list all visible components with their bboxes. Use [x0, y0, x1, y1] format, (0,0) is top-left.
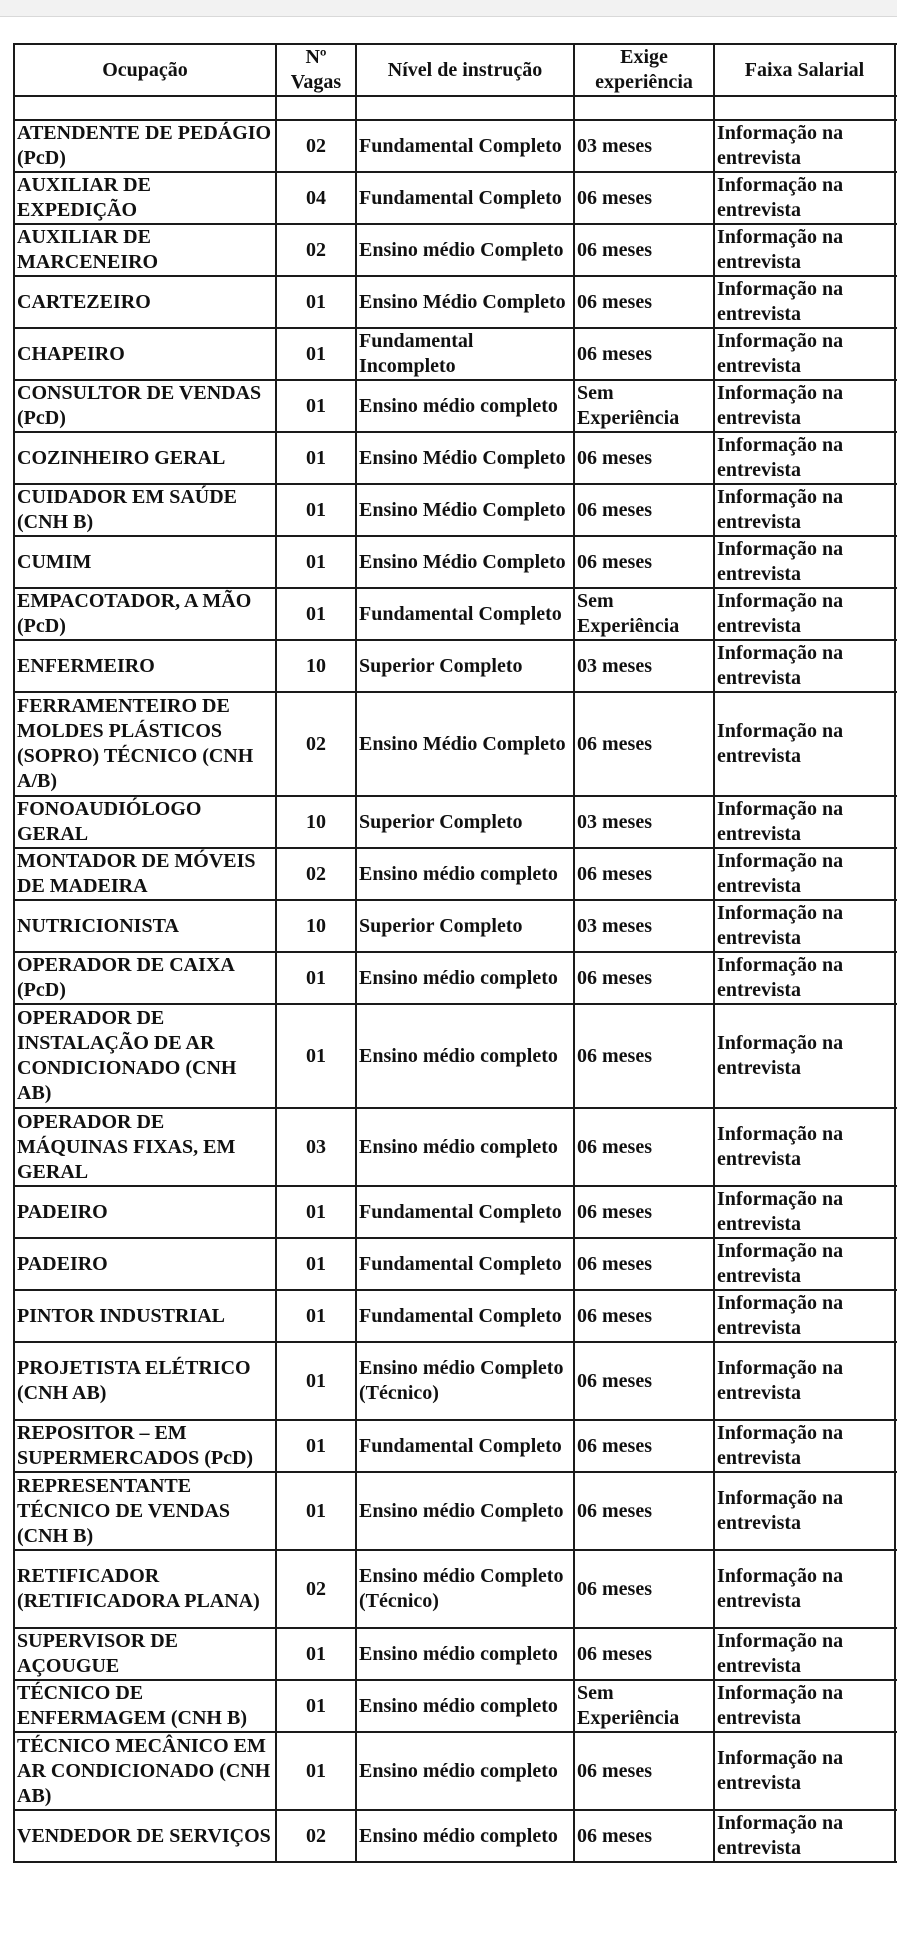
cell-nivel: Superior Completo [356, 640, 574, 692]
table-row [14, 640, 897, 692]
table-row [14, 900, 897, 952]
cell-experiencia: 06 meses [574, 848, 714, 900]
table-row [14, 484, 897, 536]
table-row [14, 952, 897, 1004]
cell-faixa: Informação na entrevista [714, 952, 895, 1004]
cell-faixa: Informação na entrevista [714, 224, 895, 276]
cell-experiencia: 06 meses [574, 1550, 714, 1628]
cell-nivel: Fundamental Completo [356, 1186, 574, 1238]
cell-vagas: 01 [276, 1732, 356, 1810]
cell-vagas: 03 [276, 1108, 356, 1186]
cell-faixa: Informação na entrevista [714, 172, 895, 224]
cell-faixa: Informação na entrevista [714, 1732, 895, 1810]
cell-ocupacao: REPOSITOR – EM SUPERMERCADOS (PcD) [14, 1420, 276, 1472]
cell-nivel: Fundamental Completo [356, 1238, 574, 1290]
cell-ocupacao: AUXILIAR DE EXPEDIÇÃO [14, 172, 276, 224]
cell-faixa: Informação na entrevista [714, 900, 895, 952]
cell-ocupacao: CUIDADOR EM SAÚDE (CNH B) [14, 484, 276, 536]
cell-vagas: 02 [276, 224, 356, 276]
cell-ocupacao: OPERADOR DE INSTALAÇÃO DE AR CONDICIONADO (CNH AB) [14, 1004, 276, 1108]
cell-nivel: Ensino médio completo [356, 1004, 574, 1108]
job-vacancies-table [13, 43, 897, 1863]
cell-nivel: Fundamental Incompleto [356, 328, 574, 380]
cell-vagas: 10 [276, 640, 356, 692]
cell-nivel: Fundamental Completo [356, 1420, 574, 1472]
header-nivel: Nível de instrução [356, 44, 574, 96]
cell-vagas: 10 [276, 796, 356, 848]
table-row [14, 1238, 897, 1290]
cell-vagas: 01 [276, 1628, 356, 1680]
cell-experiencia: 06 meses [574, 224, 714, 276]
cell-vagas: 01 [276, 380, 356, 432]
header-experiencia: Exige experiência [574, 44, 714, 96]
cell-ocupacao: SUPERVISOR DE AÇOUGUE [14, 1628, 276, 1680]
cell-nivel: Ensino médio completo [356, 1680, 574, 1732]
cell-experiencia: 03 meses [574, 640, 714, 692]
cell-vagas: 01 [276, 1238, 356, 1290]
cell-ocupacao: OPERADOR DE CAIXA (PcD) [14, 952, 276, 1004]
cell-vagas: 01 [276, 328, 356, 380]
cell-nivel: Fundamental Completo [356, 172, 574, 224]
cell-experiencia: 06 meses [574, 1290, 714, 1342]
cell-vagas: 10 [276, 900, 356, 952]
cell-faixa: Informação na entrevista [714, 484, 895, 536]
cell-experiencia: 03 meses [574, 120, 714, 172]
cell-faixa: Informação na entrevista [714, 1472, 895, 1550]
table-row [14, 1810, 897, 1862]
cell-ocupacao: TÉCNICO DE ENFERMAGEM (CNH B) [14, 1680, 276, 1732]
cell-faixa: Informação na entrevista [714, 432, 895, 484]
table-row [14, 1004, 897, 1108]
spacer-cell [714, 96, 895, 120]
cell-vagas: 01 [276, 1186, 356, 1238]
cell-ocupacao: PROJETISTA ELÉTRICO (CNH AB) [14, 1342, 276, 1420]
cell-ocupacao: FERRAMENTEIRO DE MOLDES PLÁSTICOS (SOPRO) TÉCNICO (CNH A/B) [14, 692, 276, 796]
cell-vagas: 01 [276, 1342, 356, 1420]
cell-nivel: Ensino Médio Completo [356, 692, 574, 796]
table-row [14, 1732, 897, 1810]
cell-vagas: 02 [276, 692, 356, 796]
cell-faixa: Informação na entrevista [714, 1342, 895, 1420]
cell-faixa: Informação na entrevista [714, 1628, 895, 1680]
cell-nivel: Ensino médio completo [356, 848, 574, 900]
table-row [14, 380, 897, 432]
cell-vagas: 02 [276, 120, 356, 172]
cell-nivel: Fundamental Completo [356, 1290, 574, 1342]
cell-faixa: Informação na entrevista [714, 692, 895, 796]
cell-vagas: 01 [276, 1472, 356, 1550]
cell-vagas: 02 [276, 1810, 356, 1862]
table-row [14, 796, 897, 848]
table-row [14, 1628, 897, 1680]
spacer-row [14, 96, 897, 120]
cell-vagas: 01 [276, 1290, 356, 1342]
table-row [14, 848, 897, 900]
cell-ocupacao: EMPACOTADOR, A MÃO (PcD) [14, 588, 276, 640]
cell-nivel: Ensino médio completo [356, 1108, 574, 1186]
cell-ocupacao: REPRESENTANTE TÉCNICO DE VENDAS (CNH B) [14, 1472, 276, 1550]
table-row [14, 1186, 897, 1238]
cell-ocupacao: TÉCNICO MECÂNICO EM AR CONDICIONADO (CNH AB) [14, 1732, 276, 1810]
cell-ocupacao: FONOAUDIÓLOGO GERAL [14, 796, 276, 848]
cell-nivel: Ensino médio completo [356, 380, 574, 432]
cell-ocupacao: CONSULTOR DE VENDAS (PcD) [14, 380, 276, 432]
table-row [14, 536, 897, 588]
cell-ocupacao: VENDEDOR DE SERVIÇOS [14, 1810, 276, 1862]
cell-experiencia: 06 meses [574, 1342, 714, 1420]
cell-ocupacao: CHAPEIRO [14, 328, 276, 380]
cell-experiencia: 06 meses [574, 1628, 714, 1680]
cell-ocupacao: AUXILIAR DE MARCENEIRO [14, 224, 276, 276]
cell-vagas: 01 [276, 1420, 356, 1472]
cell-experiencia: Sem Experiência [574, 588, 714, 640]
cell-nivel: Superior Completo [356, 900, 574, 952]
cell-faixa: Informação na entrevista [714, 1290, 895, 1342]
cell-vagas: 01 [276, 1004, 356, 1108]
cell-faixa: Informação na entrevista [714, 1186, 895, 1238]
cell-vagas: 01 [276, 1680, 356, 1732]
table-row [14, 1290, 897, 1342]
cell-experiencia: 06 meses [574, 172, 714, 224]
cell-experiencia: 06 meses [574, 1108, 714, 1186]
cell-faixa: Informação na entrevista [714, 1004, 895, 1108]
cell-faixa: Informação na entrevista [714, 1550, 895, 1628]
cell-vagas: 01 [276, 276, 356, 328]
table-row [14, 692, 897, 796]
cell-experiencia: 03 meses [574, 796, 714, 848]
cell-faixa: Informação na entrevista [714, 848, 895, 900]
cell-faixa: Informação na entrevista [714, 1810, 895, 1862]
cell-nivel: Ensino médio Completo [356, 1472, 574, 1550]
cell-experiencia: 06 meses [574, 692, 714, 796]
cell-vagas: 01 [276, 432, 356, 484]
cell-experiencia: 06 meses [574, 952, 714, 1004]
cell-ocupacao: NUTRICIONISTA [14, 900, 276, 952]
cell-faixa: Informação na entrevista [714, 1108, 895, 1186]
cell-experiencia: Sem Experiência [574, 380, 714, 432]
cell-experiencia: 06 meses [574, 1238, 714, 1290]
cell-vagas: 01 [276, 952, 356, 1004]
cell-faixa: Informação na entrevista [714, 588, 895, 640]
cell-faixa: Informação na entrevista [714, 796, 895, 848]
table-row [14, 1342, 897, 1420]
cell-nivel: Fundamental Completo [356, 588, 574, 640]
table-row [14, 1550, 897, 1628]
table-row [14, 120, 897, 172]
cell-nivel: Ensino médio completo [356, 1628, 574, 1680]
cell-nivel: Ensino Médio Completo [356, 484, 574, 536]
cell-nivel: Ensino Médio Completo [356, 536, 574, 588]
cell-experiencia: 06 meses [574, 1472, 714, 1550]
table-row [14, 172, 897, 224]
table-row [14, 276, 897, 328]
header-faixa: Faixa Salarial [714, 44, 895, 96]
cell-vagas: 04 [276, 172, 356, 224]
cell-ocupacao: CARTEZEIRO [14, 276, 276, 328]
header-row [14, 44, 897, 96]
cell-vagas: 01 [276, 484, 356, 536]
cell-vagas: 01 [276, 588, 356, 640]
cell-experiencia: 06 meses [574, 1732, 714, 1810]
cell-nivel: Ensino médio completo [356, 1810, 574, 1862]
cell-experiencia: 06 meses [574, 276, 714, 328]
header-ocupacao: Ocupação [14, 44, 276, 96]
cell-ocupacao: OPERADOR DE MÁQUINAS FIXAS, EM GERAL [14, 1108, 276, 1186]
cell-faixa: Informação na entrevista [714, 640, 895, 692]
table-row [14, 588, 897, 640]
cell-nivel: Fundamental Completo [356, 120, 574, 172]
cell-ocupacao: CUMIM [14, 536, 276, 588]
spacer-cell [574, 96, 714, 120]
cell-vagas: 02 [276, 848, 356, 900]
cell-experiencia: 03 meses [574, 900, 714, 952]
cell-experiencia: 06 meses [574, 1186, 714, 1238]
cell-nivel: Ensino Médio Completo [356, 276, 574, 328]
cell-nivel: Superior Completo [356, 796, 574, 848]
table-row [14, 328, 897, 380]
cell-faixa: Informação na entrevista [714, 120, 895, 172]
cell-nivel: Ensino Médio Completo [356, 432, 574, 484]
cell-experiencia: Sem Experiência [574, 1680, 714, 1732]
top-strip [0, 0, 897, 17]
cell-experiencia: 06 meses [574, 432, 714, 484]
cell-ocupacao: MONTADOR DE MÓVEIS DE MADEIRA [14, 848, 276, 900]
cell-faixa: Informação na entrevista [714, 1680, 895, 1732]
cell-ocupacao: COZINHEIRO GERAL [14, 432, 276, 484]
cell-nivel: Ensino médio completo [356, 952, 574, 1004]
cell-ocupacao: ENFERMEIRO [14, 640, 276, 692]
cell-nivel: Ensino médio completo [356, 1732, 574, 1810]
cell-experiencia: 06 meses [574, 536, 714, 588]
cell-experiencia: 06 meses [574, 328, 714, 380]
cell-faixa: Informação na entrevista [714, 276, 895, 328]
cell-ocupacao: ATENDENTE DE PEDÁGIO (PcD) [14, 120, 276, 172]
cell-vagas: 02 [276, 1550, 356, 1628]
table-row [14, 1680, 897, 1732]
cell-experiencia: 06 meses [574, 1810, 714, 1862]
cell-faixa: Informação na entrevista [714, 1420, 895, 1472]
cell-faixa: Informação na entrevista [714, 1238, 895, 1290]
table-row [14, 224, 897, 276]
cell-faixa: Informação na entrevista [714, 536, 895, 588]
cell-ocupacao: PADEIRO [14, 1186, 276, 1238]
cell-experiencia: 06 meses [574, 1004, 714, 1108]
cell-nivel: Ensino médio Completo (Técnico) [356, 1342, 574, 1420]
spacer-cell [14, 96, 276, 120]
cell-experiencia: 06 meses [574, 484, 714, 536]
cell-faixa: Informação na entrevista [714, 328, 895, 380]
table-row [14, 1420, 897, 1472]
spacer-cell [356, 96, 574, 120]
cell-ocupacao: RETIFICADOR (RETIFICADORA PLANA) [14, 1550, 276, 1628]
cell-experiencia: 06 meses [574, 1420, 714, 1472]
cell-vagas: 01 [276, 536, 356, 588]
cell-nivel: Ensino médio Completo (Técnico) [356, 1550, 574, 1628]
header-vagas: Nº Vagas [276, 44, 356, 96]
table-row [14, 1108, 897, 1186]
cell-ocupacao: PADEIRO [14, 1238, 276, 1290]
cell-ocupacao: PINTOR INDUSTRIAL [14, 1290, 276, 1342]
cell-faixa: Informação na entrevista [714, 380, 895, 432]
table-row [14, 1472, 897, 1550]
table-row [14, 432, 897, 484]
spacer-cell [276, 96, 356, 120]
cell-nivel: Ensino médio Completo [356, 224, 574, 276]
